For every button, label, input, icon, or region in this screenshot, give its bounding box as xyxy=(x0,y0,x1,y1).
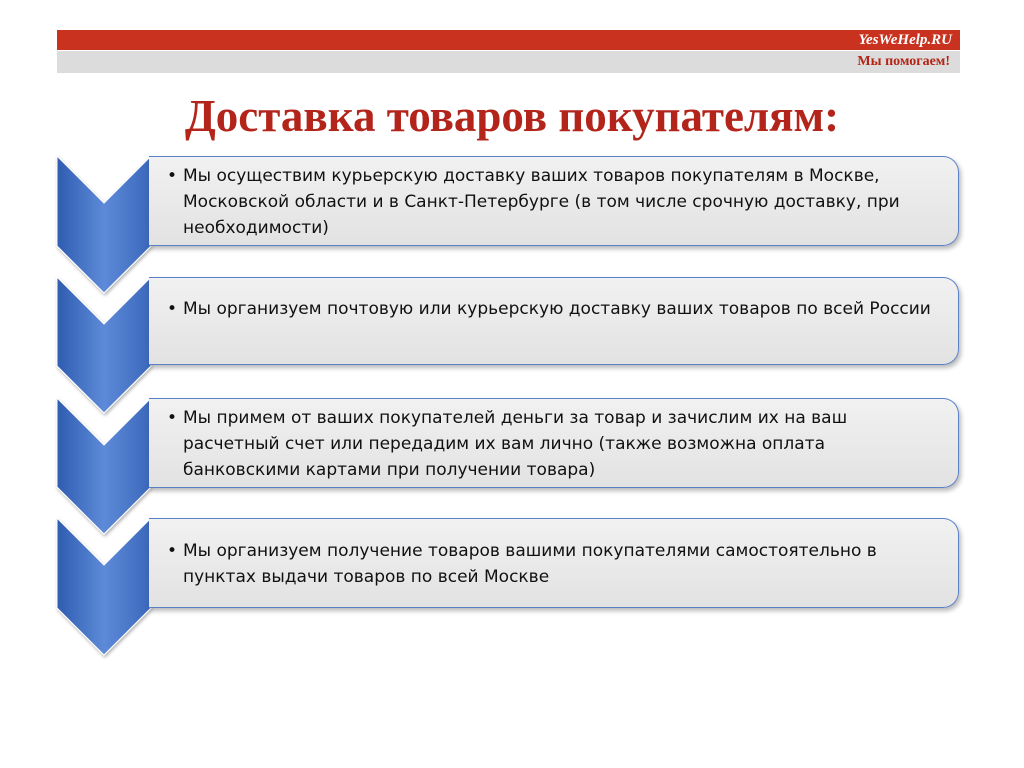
slide-title: Доставка товаров покупателям: xyxy=(184,91,840,141)
card-list xyxy=(149,157,958,241)
list-item xyxy=(149,296,958,322)
item-text: Мы организуем почтовую или курьерскую доставку ваших товаров по всей России xyxy=(183,299,931,319)
list-item xyxy=(149,538,958,590)
list-item xyxy=(149,163,958,241)
delivery-card-3 xyxy=(149,398,959,488)
brand-label: YesWeHelp.RU xyxy=(858,32,952,48)
chevron-3 xyxy=(57,398,151,534)
item-text: Мы осуществим курьерскую доставку ваших товаров покупателям в Москве, Московской области и в Санкт-Петербурге (в том числе срочную доставку, при необходимости) xyxy=(183,166,900,238)
bullet: • xyxy=(167,408,178,428)
delivery-card-1 xyxy=(149,156,959,246)
bullet: • xyxy=(167,299,178,319)
card-list xyxy=(149,399,958,483)
chevron-2 xyxy=(57,277,151,413)
card-list xyxy=(149,278,958,322)
item-text: Мы организуем получение товаров вашими покупателями самостоятельно в пунктах выдачи товаров по всей Москве xyxy=(183,541,877,587)
delivery-card-2 xyxy=(149,277,959,365)
chevron-4 xyxy=(57,518,151,655)
bullet: • xyxy=(167,166,178,186)
chevron-1 xyxy=(57,156,151,293)
bullet: • xyxy=(167,541,178,561)
tagline-label: Мы помогаем! xyxy=(857,54,950,69)
item-text: Мы примем от ваших покупателей деньги за товар и зачислим их на ваш расчетный счет или передадим их вам лично (также возможна оплата банковскими картами при получении товара) xyxy=(183,408,848,480)
list-item xyxy=(149,405,958,483)
delivery-card-4 xyxy=(149,518,959,608)
card-list xyxy=(149,519,958,590)
